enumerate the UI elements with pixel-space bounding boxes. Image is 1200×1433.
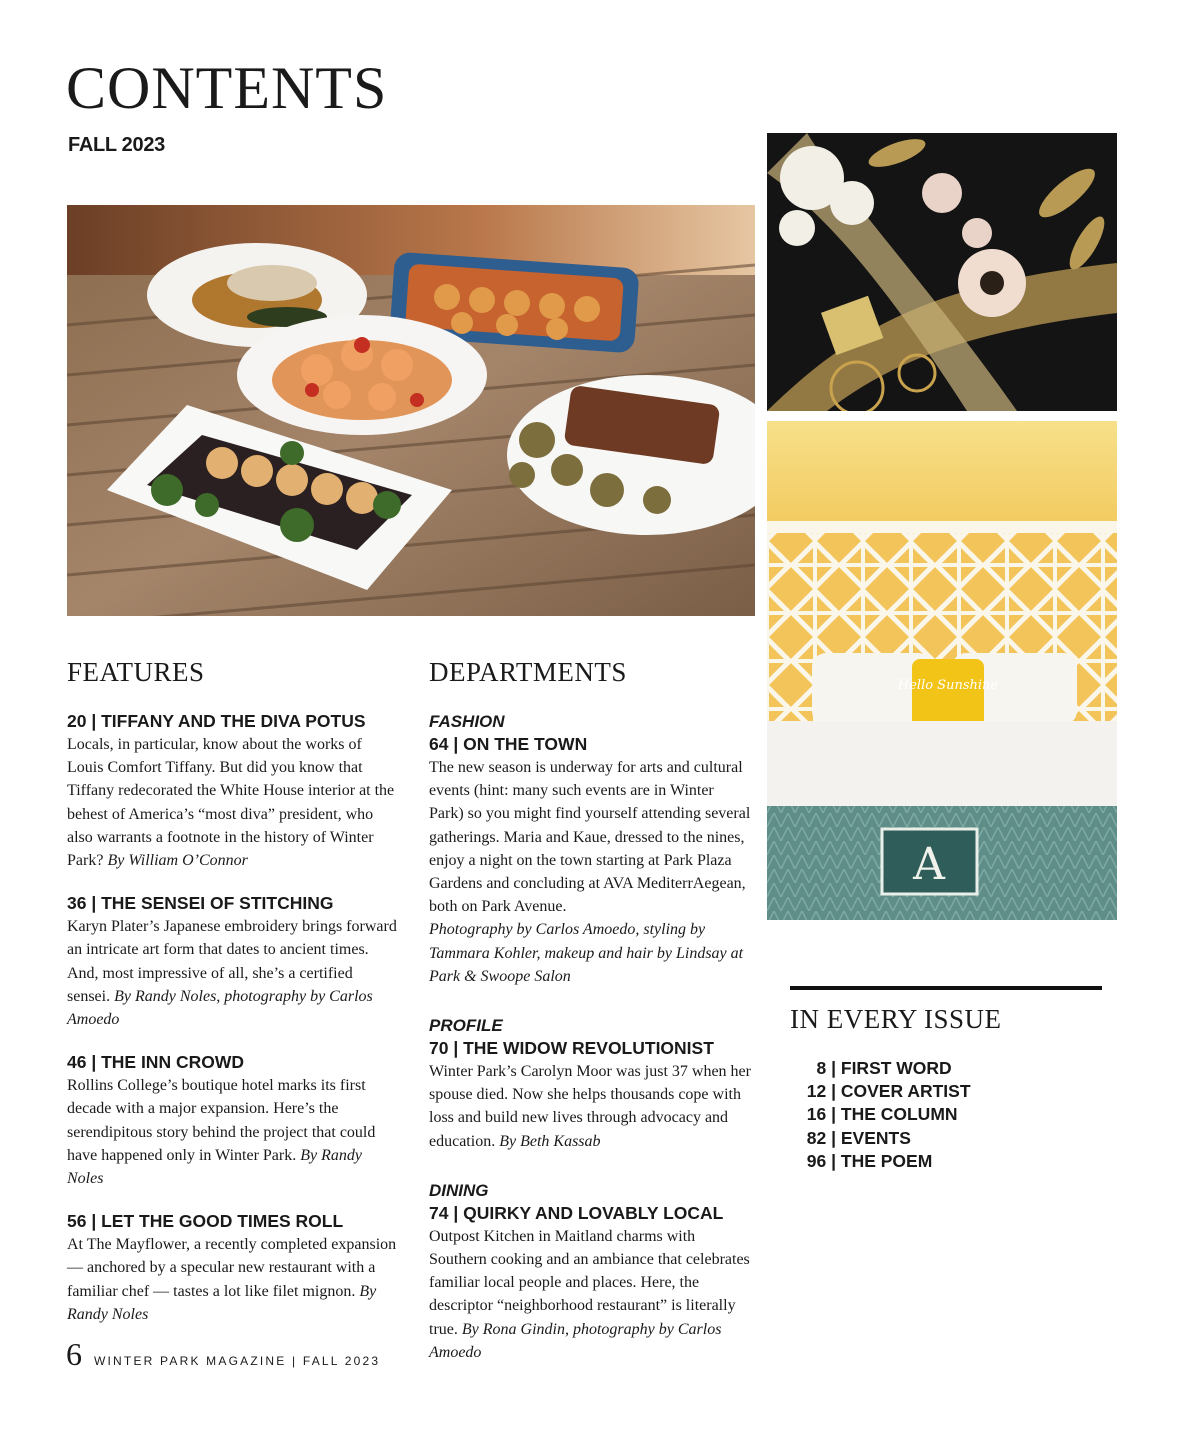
- section-divider: [790, 986, 1102, 990]
- every-issue-item[interactable]: [790, 1103, 1090, 1126]
- feature-title[interactable]: 36 | THE SENSEI OF STITCHING: [67, 893, 334, 914]
- department-category: FASHION: [429, 712, 505, 731]
- feature-credit: By Randy Noles: [67, 1146, 362, 1188]
- feature-item[interactable]: [67, 710, 397, 872]
- every-issue-list: [790, 1057, 1090, 1173]
- every-issue-heading: IN EVERY ISSUE: [790, 1004, 1002, 1034]
- every-issue-label: THE COLUMN: [840, 1104, 958, 1125]
- every-issue-label: COVER ARTIST: [840, 1081, 971, 1102]
- feature-credit: By William O’Connor: [107, 852, 248, 870]
- feature-credit: By Randy Noles, photography by Carlos Amoedo: [67, 987, 373, 1029]
- department-title[interactable]: 64 | ON THE TOWN: [429, 734, 588, 754]
- feature-desc: Karyn Plater’s Japanese embroidery brings forward an intricate art form that dates to ancient times. And, most impressive of all, she’s a certified sensei. By Randy Noles, photography by Carlos Amoedo: [67, 918, 397, 1029]
- department-desc: Winter Park’s Carolyn Moor was just 37 when her spouse died. Now she helps thousands cope with loss and build new lives through advocacy and education. By Beth Kassab: [429, 1063, 751, 1150]
- feature-title[interactable]: 20 | TIFFANY AND THE DIVA POTUS: [67, 711, 366, 731]
- feature-desc: Locals, in particular, know about the works of Louis Comfort Tiffany. But did you know that Tiffany redecorated the White House interior at the behest of America’s “most diva” president, who also warrants a footnote in the history of Winter Park? By William O’Connor: [67, 736, 395, 870]
- department-desc: The new season is underway for arts and cultural events (hint: many such events are in Winter Park) so you might find yourself attending several gatherings. Maria and Kaue, dressed to the nines, enjoy a night on the town starting at Park Plaza Gardens and concluding at AVA MediterrAegean, both on Park Avenue.: [429, 759, 751, 916]
- department-credit: Photography by Carlos Amoedo, styling by Tammara Kohler, makeup and hair by Lindsay at Park & Swoope Salon: [429, 921, 744, 985]
- features-list: [67, 710, 397, 1346]
- feature-desc: At The Mayflower, a recently completed expansion — anchored by a specular new restaurant with a familiar chef — tastes a lot like filet mignon. By Randy Noles: [67, 1236, 397, 1323]
- feature-item[interactable]: [67, 1210, 397, 1326]
- feature-credit: By Randy Noles: [67, 1282, 377, 1323]
- feature-title[interactable]: 56 | LET THE GOOD TIMES ROLL: [67, 1211, 344, 1232]
- footer-text: WINTER PARK MAGAZINE | FALL 2023: [94, 1354, 381, 1368]
- departments-list: [429, 710, 751, 1384]
- features-heading: FEATURES: [67, 657, 205, 687]
- department-title[interactable]: 74 | QUIRKY AND LOVABLY LOCAL: [429, 1202, 724, 1223]
- page-footer: [66, 1338, 380, 1370]
- page-number: 12 |: [806, 1081, 836, 1102]
- department-category: PROFILE: [429, 1016, 503, 1036]
- every-issue-label: THE POEM: [840, 1150, 933, 1171]
- every-issue-label: FIRST WORD: [840, 1058, 952, 1078]
- departments-heading: DEPARTMENTS: [429, 657, 627, 687]
- every-issue-item[interactable]: [790, 1127, 1090, 1150]
- page-number: 16 |: [806, 1104, 836, 1125]
- hotel-room-photo: [767, 421, 1117, 920]
- embroidery-photo: [767, 133, 1117, 411]
- department-credit: By Beth Kassab: [499, 1132, 601, 1150]
- department-item[interactable]: [429, 710, 751, 988]
- department-category: DINING: [429, 1180, 489, 1200]
- page-number: 96 |: [806, 1150, 836, 1171]
- department-item[interactable]: [429, 1179, 751, 1364]
- page-number: 8 |: [816, 1058, 836, 1078]
- food-photo: [67, 205, 755, 616]
- department-desc: Outpost Kitchen in Maitland charms with Southern cooking and an ambiance that celebrates familiar local people and places. Here, the descriptor “neighborhood restaurant” is literally true. By Rona Gindin, photography by Carlos Amoedo: [429, 1227, 750, 1361]
- every-issue-label: EVENTS: [840, 1127, 911, 1148]
- department-item[interactable]: [429, 1014, 751, 1153]
- feature-title[interactable]: 46 | THE INN CROWD: [67, 1052, 244, 1073]
- issue-label: FALL 2023: [68, 134, 165, 156]
- feature-desc: Rollins College’s boutique hotel marks its first decade with a major expansion. Here’s the serendipitous story behind the project that could have happened only in Winter Park. By Randy Noles: [67, 1077, 376, 1188]
- every-issue-item[interactable]: [790, 1057, 1090, 1080]
- folio-number: 6: [66, 1336, 82, 1372]
- every-issue-item[interactable]: [790, 1080, 1090, 1103]
- page-title: CONTENTS: [66, 55, 388, 121]
- blanket-letter: A: [913, 839, 945, 890]
- feature-item[interactable]: [67, 1051, 397, 1190]
- pillow-text: Hello Sunshine: [897, 678, 999, 693]
- department-title[interactable]: 70 | THE WIDOW REVOLUTIONIST: [429, 1038, 714, 1059]
- every-issue-item[interactable]: [790, 1150, 1090, 1173]
- department-credit: By Rona Gindin, photography by Carlos Amoedo: [429, 1320, 722, 1361]
- feature-item[interactable]: [67, 892, 397, 1031]
- page-number: 82 |: [806, 1127, 836, 1148]
